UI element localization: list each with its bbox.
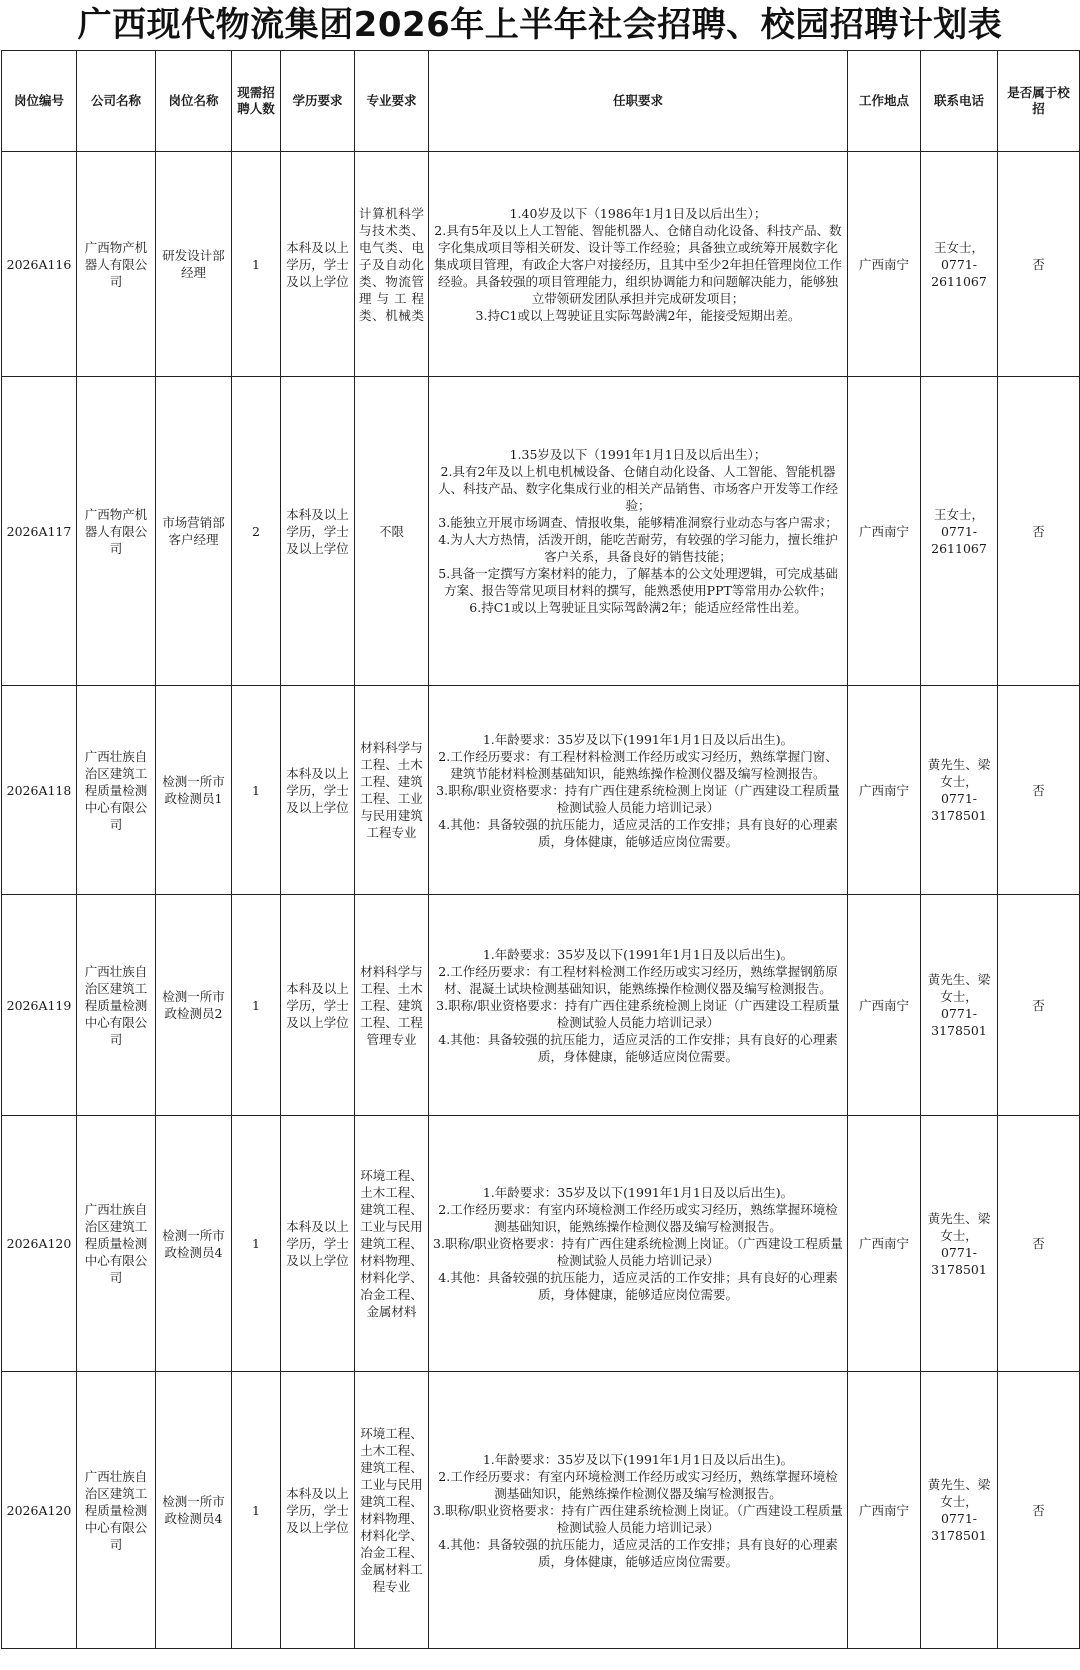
requirement-line: 1.35岁及以下（1991年1月1日及以后出生）； — [509, 447, 767, 462]
requirement-line: 1.年龄要求：35岁及以下(1991年1月1日及以后出生)。 — [482, 731, 794, 747]
column-header: 现需招聘人数 — [232, 51, 281, 152]
position-name: 检测一所市政检测员1 — [156, 686, 232, 895]
column-header: 学历要求 — [281, 51, 355, 152]
headcount: 1 — [232, 152, 281, 377]
table-row — [2, 686, 1080, 895]
position-id: 2026A116 — [2, 152, 77, 377]
job-requirements — [429, 1372, 848, 1649]
table-row — [2, 377, 1080, 686]
education-requirement: 本科及以上学历，学士及以上学位 — [281, 895, 355, 1116]
position-name: 检测一所市政检测员4 — [156, 1372, 232, 1649]
contact-phone: 王女士，0771-2611067 — [921, 377, 998, 686]
requirement-line: 2.工作经历要求：有工程材料检测工作经历或实习经历，熟练掌握门窗、建筑节能材料检测基础知识，能熟练操作检测仪器及编写检测报告。 — [438, 748, 838, 781]
position-name: 检测一所市政检测员4 — [156, 1116, 232, 1372]
requirement-line: 3.职称/职业资格要求：持有广西住建系统检测上岗证（广西建设工程质量检测试验人员能力培训记录） — [436, 782, 840, 815]
headcount: 1 — [232, 1116, 281, 1372]
major-requirement: 材料科学与工程、土木工程、建筑工程、工业与民用建筑工程专业 — [355, 686, 429, 895]
company-name: 广西壮族自治区建筑工程质量检测中心有限公司 — [77, 895, 156, 1116]
position-name: 市场营销部客户经理 — [156, 377, 232, 686]
requirement-line: 1.年龄要求：35岁及以下(1991年1月1日及以后出生)。 — [482, 1451, 794, 1467]
requirement-line: 2.工作经历要求：有工程材料检测工作经历或实习经历，熟练掌握钢筋原材、混凝土试块检测基础知识，能熟练操作检测仪器及编写检测报告。 — [438, 963, 838, 996]
requirement-line: 2.具有5年及以上人工智能、智能机器人、仓储自动化设备、科技产品、数字化集成项目等相关研发、设计等工作经验；具备独立或统筹开展数字化集成项目管理，有政企大客户对接经历，且其中至少2年担任管理岗位工作经验。具备较强的项目管理能力，组织协调能力和问题解决能力，能够独立带领研发团队承担并完成研发项目； — [434, 222, 842, 306]
table-row — [2, 895, 1080, 1116]
job-requirements — [429, 1116, 848, 1372]
requirement-line: 6.持C1或以上驾驶证且实际驾龄满2年；能适应经常性出差。 — [469, 600, 807, 615]
headcount: 2 — [232, 377, 281, 686]
requirement-line: 4.其他：具备较强的抗压能力，适应灵活的工作安排；具有良好的心理素质，身体健康，能够适应岗位需要。 — [438, 1536, 838, 1569]
requirement-line: 3.能独立开展市场调查、情报收集，能够精准洞察行业动态与客户需求； — [438, 515, 838, 530]
position-id: 2026A120 — [2, 1116, 77, 1372]
campus-recruitment-flag: 否 — [998, 152, 1080, 377]
column-header: 岗位编号 — [2, 51, 77, 152]
requirement-line: 3.持C1或以上驾驶证且实际驾龄满2年，能接受短期出差。 — [475, 307, 801, 323]
recruitment-table — [1, 50, 1080, 1649]
company-name: 广西物产机器人有限公司 — [77, 377, 156, 686]
requirement-line: 2.工作经历要求：有室内环境检测工作经历或实习经历，熟练掌握环境检测基础知识，能熟练操作检测仪器及编写检测报告。 — [438, 1468, 838, 1501]
company-name: 广西物产机器人有限公司 — [77, 152, 156, 377]
contact-phone: 黄先生、梁女士，0771-3178501 — [921, 1116, 998, 1372]
requirement-line: 2.具有2年及以上机电机械设备、仓储自动化设备、人工智能、智能机器人、科技产品、数字化集成行业的相关产品销售、市场客户开发等工作经验； — [437, 464, 838, 513]
column-header: 联系电话 — [921, 51, 998, 152]
table-header-row — [2, 51, 1080, 152]
campus-recruitment-flag: 否 — [998, 1372, 1080, 1649]
education-requirement: 本科及以上学历，学士及以上学位 — [281, 1372, 355, 1649]
column-header: 公司名称 — [77, 51, 156, 152]
page-title: 广西现代物流集团2026年上半年社会招聘、校园招聘计划表 — [77, 5, 1003, 45]
work-location: 广西南宁 — [848, 686, 921, 895]
column-header: 专业要求 — [355, 51, 429, 152]
company-name: 广西壮族自治区建筑工程质量检测中心有限公司 — [77, 1372, 156, 1649]
work-location: 广西南宁 — [848, 1116, 921, 1372]
major-requirement-text: 环境工程、土木工程、建筑工程、工业与民用建筑工程、材料物理、材料化学、冶金工程、金属材料 — [360, 1168, 423, 1319]
requirement-line: 4.其他：具备较强的抗压能力，适应灵活的工作安排；具有良好的心理素质，身体健康，能够适应岗位需要。 — [438, 1031, 838, 1064]
position-name: 研发设计部经理 — [156, 152, 232, 377]
requirement-line: 4.为人大方热情，活泼开朗，能吃苦耐劳，有较强的学习能力，擅长维护客户关系，具备良好的销售技能； — [438, 532, 838, 564]
job-requirements — [429, 895, 848, 1116]
company-name: 广西壮族自治区建筑工程质量检测中心有限公司 — [77, 1116, 156, 1372]
company-name: 广西壮族自治区建筑工程质量检测中心有限公司 — [77, 686, 156, 895]
campus-recruitment-flag: 否 — [998, 1116, 1080, 1372]
position-id: 2026A119 — [2, 895, 77, 1116]
column-header: 岗位名称 — [156, 51, 232, 152]
column-header: 任职要求 — [429, 51, 848, 152]
contact-phone: 黄先生、梁女士，0771-3178501 — [921, 686, 998, 895]
table-row — [2, 1116, 1080, 1372]
table-row — [2, 1372, 1080, 1649]
requirement-line: 1.年龄要求：35岁及以下(1991年1月1日及以后出生)。 — [482, 946, 794, 962]
education-requirement: 本科及以上学历，学士及以上学位 — [281, 686, 355, 895]
major-requirement: 计算机科学与技术类、电气类、电子及自动化类、物流管理与工程类、机械类 — [355, 152, 429, 377]
work-location: 广西南宁 — [848, 1372, 921, 1649]
work-location: 广西南宁 — [848, 895, 921, 1116]
job-requirements — [429, 152, 848, 377]
education-requirement: 本科及以上学历，学士及以上学位 — [281, 152, 355, 377]
position-id: 2026A117 — [2, 377, 77, 686]
column-header: 工作地点 — [848, 51, 921, 152]
requirement-line: 4.其他：具备较强的抗压能力，适应灵活的工作安排；具有良好的心理素质，身体健康，能够适应岗位需要。 — [438, 1270, 838, 1302]
requirement-line: 3.职称/职业资格要求：持有广西住建系统检测上岗证。（广西建设工程质量检测试验人员能力培训记录） — [433, 1502, 843, 1535]
education-requirement: 本科及以上学历，学士及以上学位 — [281, 377, 355, 686]
major-requirement: 环境工程、土木工程、建筑工程、工业与民用建筑工程、材料物理、材料化学、冶金工程、金属材料工程专业 — [355, 1372, 429, 1649]
requirement-line: 3.职称/职业资格要求：持有广西住建系统检测上岗证。（广西建设工程质量检测试验人员能力培训记录） — [433, 1236, 843, 1268]
contact-phone: 黄先生、梁女士，0771-3178501 — [921, 895, 998, 1116]
requirement-line: 3.职称/职业资格要求：持有广西住建系统检测上岗证（广西建设工程质量检测试验人员能力培训记录） — [436, 997, 840, 1030]
contact-phone: 黄先生、梁女士，0771-3178501 — [921, 1372, 998, 1649]
campus-recruitment-flag: 否 — [998, 686, 1080, 895]
major-requirement — [355, 1116, 429, 1372]
contact-phone: 王女士，0771-2611067 — [921, 152, 998, 377]
major-requirement: 不限 — [355, 377, 429, 686]
headcount: 1 — [232, 686, 281, 895]
requirement-line: 2.工作经历要求：有室内环境检测工作经历或实习经历，熟练掌握环境检测基础知识，能熟练操作检测仪器及编写检测报告。 — [438, 1202, 838, 1234]
major-requirement: 材料科学与工程、土木工程、建筑工程、工程管理专业 — [355, 895, 429, 1116]
column-header: 是否属于校招 — [998, 51, 1080, 152]
position-id: 2026A120 — [2, 1372, 77, 1649]
requirement-line: 1.40岁及以下（1986年1月1日及以后出生）； — [509, 205, 767, 221]
headcount: 1 — [232, 1372, 281, 1649]
position-name: 检测一所市政检测员2 — [156, 895, 232, 1116]
work-location: 广西南宁 — [848, 152, 921, 377]
requirement-line: 1.年龄要求：35岁及以下(1991年1月1日及以后出生)。 — [482, 1185, 794, 1200]
table-row — [2, 152, 1080, 377]
requirement-line: 5.具备一定撰写方案材料的能力，了解基本的公文处理逻辑，可完成基础方案、报告等常见项目材料的撰写，能熟悉使用PPT等常用办公软件； — [438, 566, 838, 598]
work-location: 广西南宁 — [848, 377, 921, 686]
requirement-line: 4.其他：具备较强的抗压能力，适应灵活的工作安排；具有良好的心理素质，身体健康，能够适应岗位需要。 — [438, 816, 838, 849]
job-requirements — [429, 377, 848, 686]
education-requirement: 本科及以上学历，学士及以上学位 — [281, 1116, 355, 1372]
campus-recruitment-flag: 否 — [998, 895, 1080, 1116]
job-requirements — [429, 686, 848, 895]
position-id: 2026A118 — [2, 686, 77, 895]
campus-recruitment-flag: 否 — [998, 377, 1080, 686]
headcount: 1 — [232, 895, 281, 1116]
